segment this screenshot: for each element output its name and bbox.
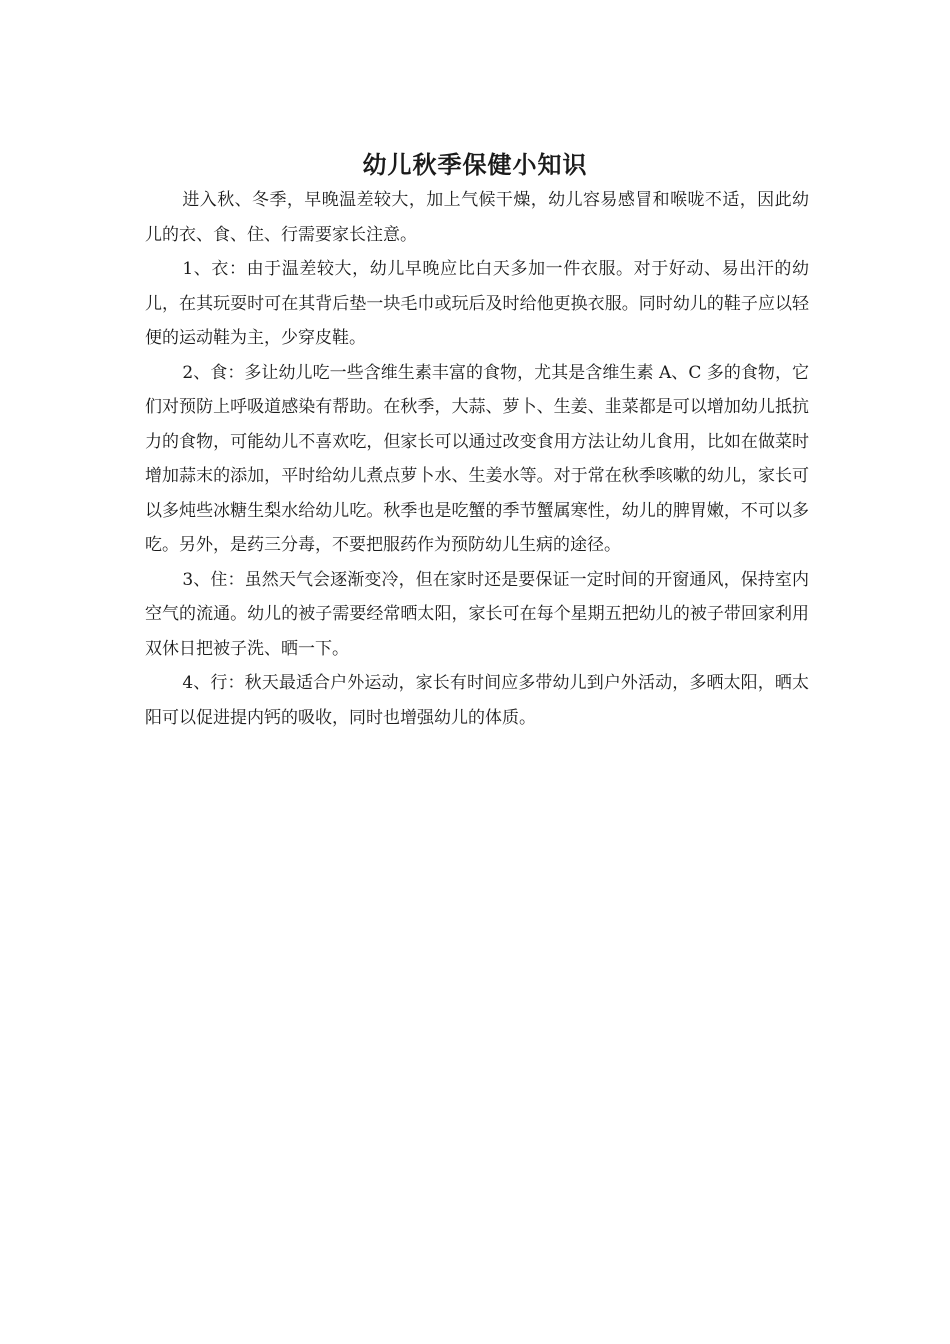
paragraph-clothing: 1、衣：由于温差较大，幼儿早晚应比白天多加一件衣服。对于好动、易出汗的幼儿，在其玩耍时可在其背后垫一块毛巾或玩后及时给他更换衣服。同时幼儿的鞋子应以轻便的运动鞋为主，少穿皮鞋。 — [145, 259, 809, 348]
document-body — [145, 183, 809, 735]
document-title: 幼儿秋季保健小知识 — [362, 150, 588, 180]
paragraph-travel: 4、行：秋天最适合户外运动，家长有时间应多带幼儿到户外活动，多晒太阳，晒太阳可以促进提内钙的吸收，同时也增强幼儿的体质。 — [145, 673, 809, 728]
paragraph-intro: 进入秋、冬季，早晚温差较大，加上气候干燥，幼儿容易感冒和喉咙不适，因此幼儿的衣、食、住、行需要家长注意。 — [145, 190, 809, 245]
paragraph-food: 2、食：多让幼儿吃一些含维生素丰富的食物，尤其是含维生素 A、C 多的食物，它们对预防上呼吸道感染有帮助。在秋季，大蒜、萝卜、生姜、韭菜都是可以增加幼儿抵抗力的食物，可能幼儿不喜欢吃，但家长可以通过改变食用方法让幼儿食用，比如在做菜时增加蒜末的添加，平时给幼儿煮点萝卜水、生姜水等。对于常在秋季咳嗽的幼儿，家长可以多炖些冰糖生梨水给幼儿吃。秋季也是吃蟹的季节蟹属寒性，幼儿的脾胃嫩，不可以多吃。另外，是药三分毒，不要把服药作为预防幼儿生病的途径。 — [145, 362, 809, 555]
paragraph-housing: 3、住：虽然天气会逐渐变冷，但在家时还是要保证一定时间的开窗通风，保持室内空气的流通。幼儿的被子需要经常晒太阳，家长可在每个星期五把幼儿的被子带回家利用双休日把被子洗、晒一下。 — [145, 569, 809, 659]
